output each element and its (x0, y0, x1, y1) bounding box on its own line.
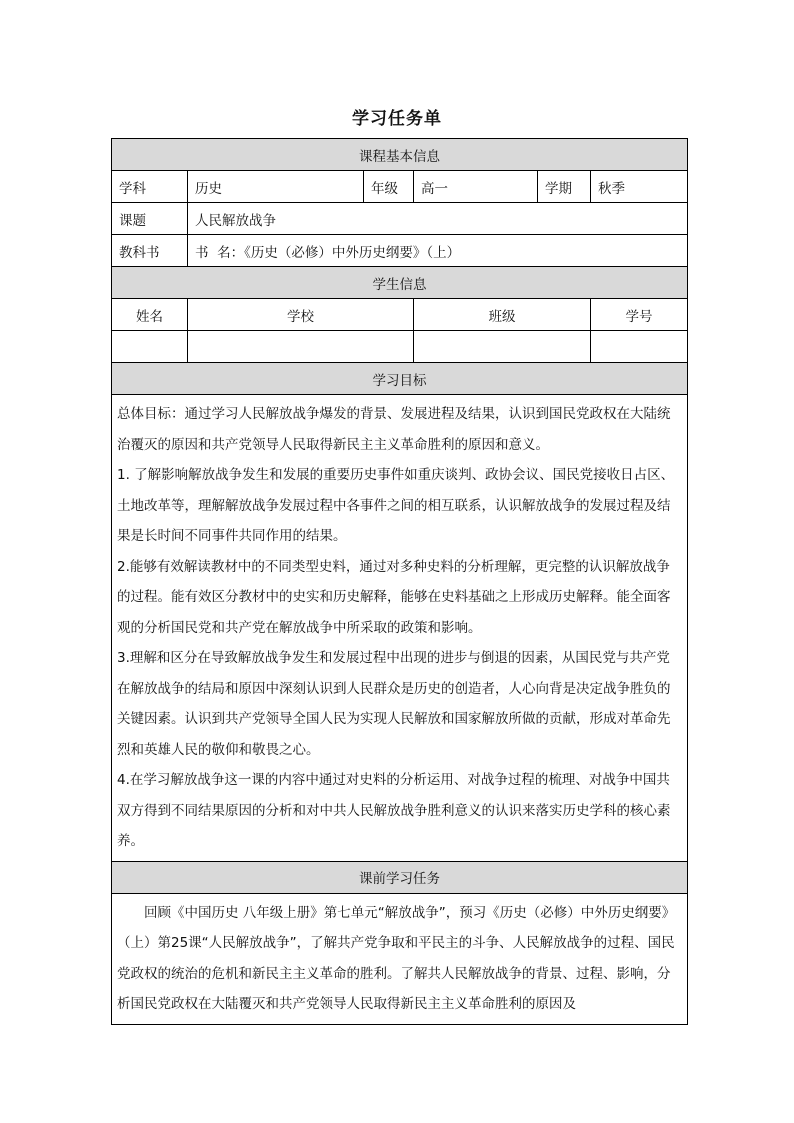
section-header-basic-info: 课程基本信息 (112, 139, 688, 171)
grade-label: 年级 (364, 171, 414, 203)
section-header-pre-class: 课前学习任务 (112, 861, 688, 893)
textbook-value: 书 名：《历史（必修）中外历史纲要》（上） (188, 235, 688, 267)
pre-class-task-text: 回顾《中国历史 八年级上册》第七单元“解放战争”，预习《历史（必修）中外历史纲要》（上）第25课“人民解放战争”，了解共产党争取和平民主的斗争、人民解放战争的过程、国民党政权的统治的危机和新民主主义革命的胜利。了解共人民解放战争的背景、过程、影响，分析国民党政权在大陆覆灭和共产党领导人民取得新民主主义革命胜利的原因及 (117, 904, 676, 1012)
objectives-content (112, 395, 688, 862)
column-header-school: 学校 (188, 299, 414, 331)
column-header-class: 班级 (414, 299, 591, 331)
topic-value: 人民解放战争 (188, 203, 688, 235)
term-label: 学期 (538, 171, 591, 203)
subject-value: 历史 (188, 171, 364, 203)
section-header-student-info: 学生信息 (112, 267, 688, 299)
objective-item-4: 4.在学习解放战争这一课的内容中通过对史料的分析运用、对战争过程的梳理、对战争中国共双方得到不同结果原因的分析和对中共人民解放战争胜利意义的认识来落实历史学科的核心素养。 (117, 772, 671, 849)
task-sheet-table (111, 138, 688, 1025)
column-header-name: 姓名 (112, 299, 188, 331)
column-header-student-id: 学号 (591, 299, 688, 331)
subject-label: 学科 (112, 171, 188, 203)
objective-overall: 总体目标：通过学习人民解放战争爆发的背景、发展进程及结果，认识到国民党政权在大陆统治覆灭的原因和共产党领导人民取得新民主主义革命胜利的原因和意义。 (117, 406, 671, 453)
textbook-label: 教科书 (112, 235, 188, 267)
grade-value: 高一 (414, 171, 538, 203)
student-id-input-cell[interactable] (591, 331, 688, 363)
school-input-cell[interactable] (188, 331, 414, 363)
objective-item-1: 1. 了解影响解放战争发生和发展的重要历史事件如重庆谈判、政协会议、国民党接收日占区、土地改革等，理解解放战争发展过程中各事件之间的相互联系，认识解放战争的发展过程及结果是长时间不同事件共同作用的结果。 (117, 467, 675, 544)
topic-label: 课题 (112, 203, 188, 235)
section-header-objectives: 学习目标 (112, 363, 688, 395)
term-value: 秋季 (591, 171, 688, 203)
class-input-cell[interactable] (414, 331, 591, 363)
pre-class-content (112, 893, 688, 1024)
name-input-cell[interactable] (112, 331, 188, 363)
objective-item-2: 2.能够有效解读教材中的不同类型史料，通过对多种史料的分析理解，更完整的认识解放战争的过程。能有效区分教材中的史实和历史解释，能够在史料基础之上形成历史解释。能全面客观的分析国民党和共产党在解放战争中所采取的政策和影响。 (117, 558, 671, 636)
objective-item-3: 3.理解和区分在导致解放战争发生和发展过程中出现的进步与倒退的因素，从国民党与共产党在解放战争的结局和原因中深刻认识到人民群众是历史的创造者，人心向背是决定战争胜负的关键因素。认识到共产党领导全国人民为实现人民解放和国家解放所做的贡献，形成对革命先烈和英雄人民的敬仰和敬畏之心。 (117, 650, 671, 758)
document-title: 学习任务单 (352, 109, 442, 129)
